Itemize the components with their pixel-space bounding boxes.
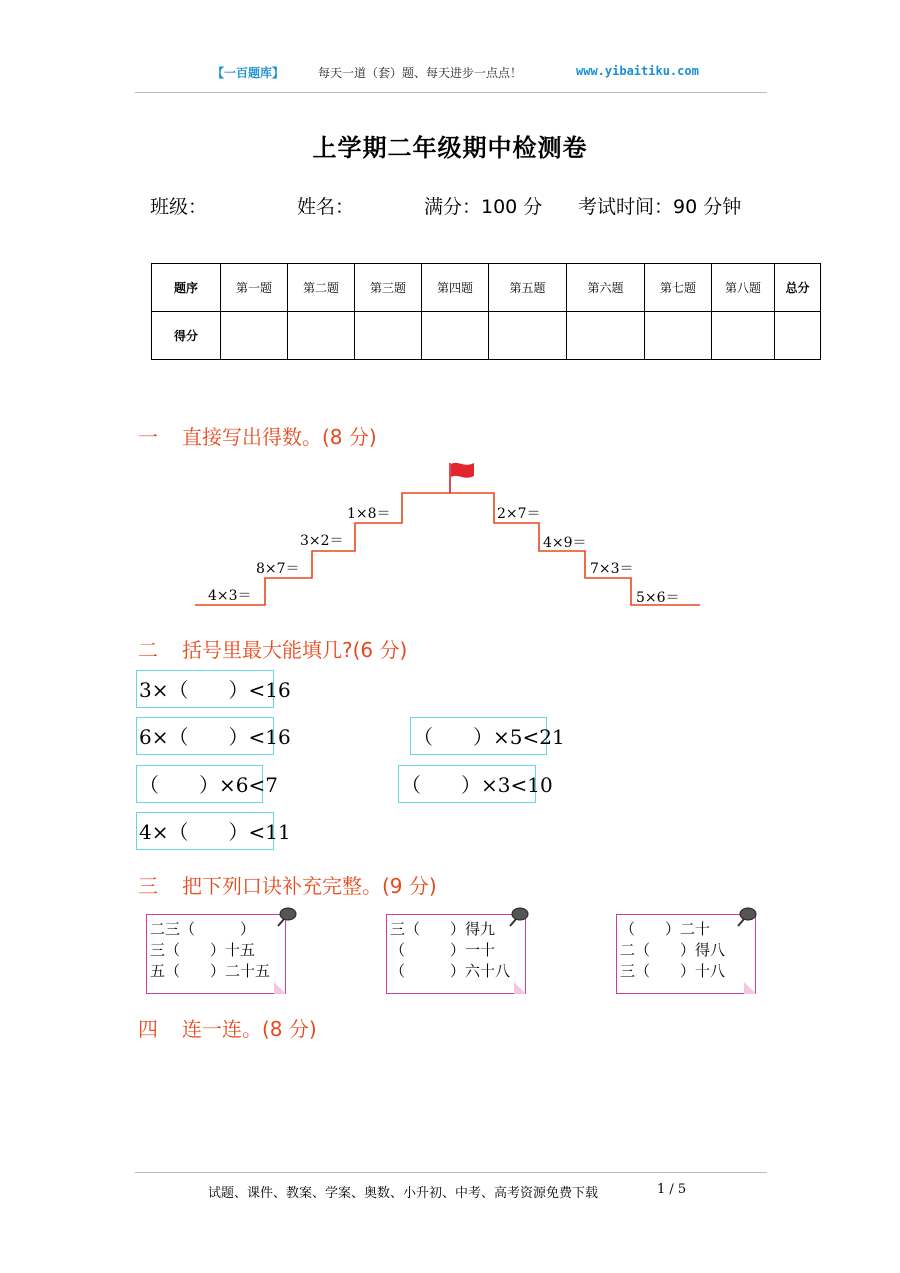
section-1-heading: [138, 421, 377, 450]
table-cell: 第六题: [567, 264, 645, 312]
page-curl-corner: [274, 982, 286, 994]
answer-box[interactable]: （ ）×6<7: [136, 765, 263, 803]
rhyme-line[interactable]: 三（ ）得九: [390, 920, 496, 938]
footer-divider: [135, 1172, 767, 1173]
flag-icon: [451, 463, 474, 478]
pushpin-icon: [732, 904, 758, 930]
table-cell: 题序: [152, 264, 221, 312]
table-cell: 第七题: [645, 264, 712, 312]
section-title: 连一连。(8 分): [182, 1017, 317, 1041]
section-2-heading: [138, 634, 407, 663]
equation-left-1: 4×3＝: [208, 588, 252, 604]
score-input-cell[interactable]: [288, 312, 355, 360]
rhyme-line[interactable]: （ ）一十: [390, 941, 496, 959]
section-title: 把下列口诀补充完整。(9 分): [182, 874, 437, 898]
header-divider: [135, 92, 767, 93]
rhyme-line[interactable]: 三（ ）十五: [150, 941, 256, 959]
table-cell: 第二题: [288, 264, 355, 312]
answer-box[interactable]: 6×（ ）<16: [136, 717, 274, 755]
rhyme-card: [146, 914, 286, 994]
answer-box[interactable]: 3×（ ）<16: [136, 670, 274, 708]
equation-left-2: 8×7＝: [256, 561, 300, 577]
rhyme-line[interactable]: 五（ ）二十五: [150, 962, 271, 980]
slogan: 每天一道（套）题、每天进步一点点！: [318, 66, 523, 80]
section-number: 二: [138, 638, 158, 662]
section-4-heading: [138, 1013, 317, 1042]
site-url[interactable]: www.yibaitiku.com: [576, 64, 699, 78]
rhyme-line[interactable]: 二（ ）得八: [620, 941, 726, 959]
rhyme-line[interactable]: （ ）二十: [620, 920, 711, 938]
page-title: 上学期二年级期中检测卷: [312, 134, 588, 162]
score-input-cell[interactable]: [712, 312, 775, 360]
class-label: 班级：: [150, 196, 208, 218]
rhyme-line[interactable]: （ ）六十八: [390, 962, 511, 980]
score-input-cell[interactable]: [775, 312, 821, 360]
answer-box[interactable]: 4×（ ）<11: [136, 812, 274, 850]
equation-left-3: 3×2＝: [300, 533, 344, 549]
score-table-header-row: [152, 264, 821, 312]
section-number: 四: [138, 1017, 158, 1041]
footer-text: 试题、课件、教案、学案、奥数、小升初、中考、高考资源免费下载: [208, 1186, 599, 1201]
page-curl-corner: [514, 982, 526, 994]
equation-right-3: 7×3＝: [590, 561, 634, 577]
pushpin-icon: [504, 904, 530, 930]
score-input-cell[interactable]: [567, 312, 645, 360]
section-number: 一: [138, 425, 158, 449]
page-header: [0, 64, 900, 84]
table-cell: 总分: [775, 264, 821, 312]
equation-right-1: 2×7＝: [497, 506, 541, 522]
page-number: 1 / 5: [657, 1182, 687, 1197]
score-input-cell[interactable]: [355, 312, 422, 360]
score-table-score-row: [152, 312, 821, 360]
table-cell: 得分: [152, 312, 221, 360]
rhyme-line[interactable]: 三（ ）十八: [620, 962, 726, 980]
table-cell: 第四题: [422, 264, 489, 312]
staircase-diagram: [0, 455, 900, 615]
answer-box[interactable]: （ ）×3<10: [398, 765, 536, 803]
score-input-cell[interactable]: [489, 312, 567, 360]
score-input-cell[interactable]: [645, 312, 712, 360]
score-input-cell[interactable]: [422, 312, 489, 360]
section-3-heading: [138, 870, 437, 899]
table-cell: 第一题: [221, 264, 288, 312]
table-cell: 第八题: [712, 264, 775, 312]
score-table: [151, 263, 821, 360]
table-cell: 第五题: [489, 264, 567, 312]
brand-label[interactable]: 【一百题库】: [212, 66, 285, 80]
equation-right-4: 5×6＝: [636, 590, 680, 606]
section-title: 直接写出得数。(8 分): [182, 425, 377, 449]
staircase-outline: [195, 493, 700, 605]
exam-time: 考试时间：90 分钟: [578, 196, 742, 218]
answer-box[interactable]: （ ）×5<21: [410, 717, 547, 755]
equation-left-4: 1×8＝: [347, 506, 391, 522]
pushpin-icon: [272, 904, 298, 930]
table-cell: 第三题: [355, 264, 422, 312]
rhyme-line[interactable]: 二三（ ）: [150, 920, 256, 938]
full-score: 满分：100 分: [424, 196, 543, 218]
name-label: 姓名：: [297, 196, 355, 218]
equation-right-2: 4×9＝: [543, 535, 587, 551]
page-curl-corner: [744, 982, 756, 994]
score-input-cell[interactable]: [221, 312, 288, 360]
section-title: 括号里最大能填几?(6 分): [182, 638, 408, 662]
section-number: 三: [138, 874, 158, 898]
